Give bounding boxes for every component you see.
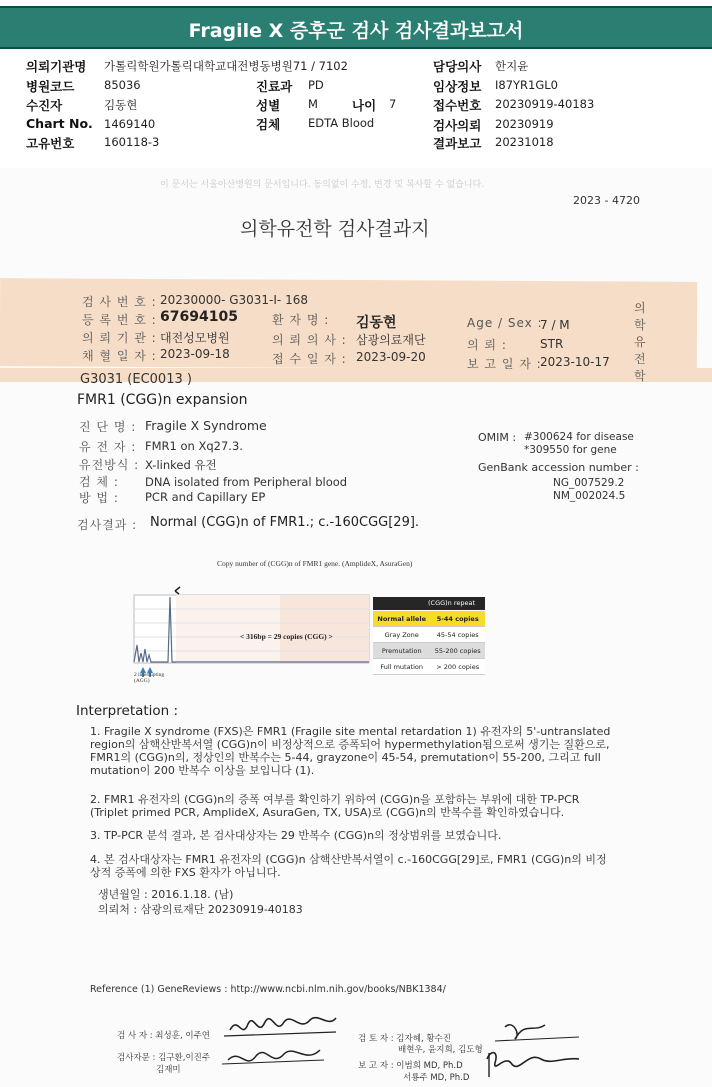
table-row (373, 611, 485, 627)
omim-gene: *309550 for gene (524, 444, 617, 456)
reporter-extra: 서룡주 MD, Ph.D (403, 1073, 470, 1083)
patient-name-label: 환 자 명 : (272, 313, 330, 327)
test-number: 20230000- G3031-I- 168 (160, 293, 308, 307)
interp-line: region의 삼핵산반복서열 (CGG)n이 비정상적으로 증폭되어 hypermethylation됨으로써 생기는 질환으로, (90, 738, 610, 751)
diagnosis-label: 진 단 명 : (79, 420, 137, 434)
header-value: 20231018 (495, 135, 554, 149)
gene: FMR1 on Xq27.3. (145, 439, 243, 453)
header-key: 접수번호 (433, 98, 482, 113)
repeat-range-table (373, 611, 485, 675)
peak-label: < 316bp = 29 copies (CGG) > (240, 632, 333, 641)
header-key: 고유번호 (26, 136, 75, 151)
interp-line: 3. TP-PCR 분석 결과, 본 검사대상자는 29 반복수 (CGG)n의 정상범위를 보였습니다. (90, 829, 502, 842)
birth-date: 생년월일 : 2016.1.18. (남) (98, 888, 234, 901)
age-sex: 7 / M (540, 318, 570, 332)
header-key: 수진자 (26, 98, 63, 113)
doctor: 삼광의료재단 (356, 333, 426, 347)
doctor-label: 의 뢰 의 사 : (272, 333, 347, 347)
interp-line: 2. FMR1 유전자의 (CGG)n의 증폭 여부를 확인하기 위하여 (CGG)n을 포함하는 부위에 대한 TP-PCR (90, 793, 580, 806)
header-key: 성별 (256, 98, 281, 113)
interpretation-title: Interpretation : (76, 703, 179, 719)
omim-disease: #300624 for disease (524, 431, 634, 443)
age-sex-label: Age / Sex : (467, 316, 543, 330)
header-key: 임상정보 (433, 79, 482, 94)
registration-number-label: 등 록 번 호 : (82, 313, 157, 327)
side-text: 의학유전학 (634, 301, 646, 383)
diagnosis: Fragile X Syndrome (145, 418, 267, 433)
physician-label: 의 뢰 : (467, 338, 507, 352)
interp-line: 1. Fragile X syndrome (FXS)은 FMR1 (Fragile site mental retardation 1) 유전자의 5'-untranslated (90, 725, 611, 738)
header-value: EDTA Blood (308, 116, 375, 130)
header-value: 7 (389, 97, 397, 111)
collection-date-label: 채 혈 일 자 : (82, 349, 157, 363)
header-key: 검사의뢰 (433, 118, 482, 133)
specimen-label: 검 체 : (79, 475, 119, 489)
result-label: 검사결과 : (77, 518, 138, 532)
report-date-label: 보 고 일 자 : (467, 357, 542, 371)
genbank-nm: NM_002024.5 (553, 490, 626, 502)
header-value: 85036 (104, 78, 141, 92)
header-key: 진료과 (256, 79, 293, 94)
header-value: PD (308, 78, 324, 92)
method: PCR and Capillary EP (145, 490, 266, 504)
test-name: FMR1 (CGG)n expansion (77, 392, 248, 408)
report-date: 2023-10-17 (540, 355, 610, 369)
document-number: 2023 - 4720 (573, 194, 640, 207)
received-date: 2023-09-20 (356, 350, 426, 364)
header-value: 20230919-40183 (495, 97, 595, 111)
physician: STR (540, 337, 564, 351)
figure-caption: Copy number of (CGG)n of FMR1 gene. (AmplideX, AsuraGen) (217, 559, 413, 568)
header-value: 20230919 (495, 117, 554, 131)
header-value: 한지윤 (495, 59, 529, 73)
reporter: 보 고 자 : 이범희 MD, Ph.D (358, 1061, 463, 1071)
result-value: Normal (CGG)n of FMR1.; c.-160CGG[29]. (150, 515, 420, 530)
table-row (373, 643, 485, 659)
reviewer: 검 토 자 : 김자혜, 황수진 (358, 1034, 451, 1044)
table-row (373, 659, 485, 675)
interp-line: 4. 본 검사대상자는 FMR1 유전자의 (CGG)n 삼핵산반복서열이 c.-160CGG[29]로, FMR1 (CGG)n의 비정 (90, 853, 607, 866)
header-key: 나이 (352, 98, 377, 113)
registration-number: 67694105 (160, 309, 238, 325)
header-value: 1469140 (104, 117, 156, 131)
gene-label: 유 전 자 : (79, 440, 137, 454)
table-cell: 55-200 copies (430, 643, 485, 659)
header-key: 검체 (256, 117, 281, 132)
header-value: 김동현 (104, 98, 138, 112)
table-cell: > 200 copies (430, 659, 485, 675)
table-row (373, 627, 485, 643)
header-key: 결과보고 (433, 136, 482, 151)
header-key: 병원코드 (26, 79, 75, 94)
examiner: 검 사 자 : 최성훈, 이주연 (117, 1031, 210, 1041)
interp-line: FMR1의 (CGG)n의, 정상인의 반복수는 5-44, grayzone이 45-54, premutation이 55-200, 그리고 full (90, 751, 601, 764)
reviewer-extra: 배현우, 윤지희, 김도형 (398, 1045, 483, 1055)
institution: 대전성모병원 (160, 331, 230, 345)
inheritance: X-linked 유전 (145, 458, 217, 472)
interrupting-label: 2 interrupting (AGG) (134, 672, 165, 684)
header-value: 가톨릭학원가톨릭대학교대전병동병원71 / 7102 (104, 59, 348, 73)
report-banner (0, 6, 712, 49)
table-cell: 45-54 copies (430, 627, 485, 643)
interp-line: 상적 증폭에 의한 FXS 환자가 아닙니다. (90, 866, 281, 879)
repeat-table-header: (CGG)n repeat (428, 599, 476, 607)
table-cell: Normal allele (373, 611, 430, 627)
advisor: 검사자문 : 김구환,이진주 (117, 1053, 211, 1063)
signature-reviewer-image (475, 1015, 585, 1085)
header-value: I87YR1GL0 (495, 78, 558, 92)
omim-label: OMIM : (478, 431, 517, 444)
signature-examiner-image (220, 1010, 340, 1080)
reference: Reference (1) GeneReviews : http://www.ncbi.nlm.nih.gov/books/NBK1384/ (90, 984, 446, 995)
received-date-label: 접 수 일 자 : (272, 352, 347, 366)
report-title: Fragile X 증후군 검사 검사결과보고서 (188, 20, 524, 42)
header-key: 의뢰기관명 (26, 59, 87, 74)
sheet-title: 의학유전학 검사결과지 (240, 218, 430, 240)
table-cell: Gray Zone (373, 627, 430, 643)
genbank-label: GenBank accession number : (478, 461, 639, 474)
collection-date: 2023-09-18 (160, 347, 230, 361)
copy-notice: 이 문서는 서울아산병원의 문서입니다. 동의없이 수정, 변경 및 복사할 수 없습니다. (160, 180, 485, 190)
test-code: G3031 (EC0013 ) (80, 372, 192, 387)
header-key: Chart No. (26, 116, 93, 131)
table-cell: Premutation (373, 643, 430, 659)
header-value: 160118-3 (104, 135, 160, 149)
specimen: DNA isolated from Peripheral blood (145, 475, 348, 489)
test-number-label: 검 사 번 호 : (82, 295, 157, 309)
interp-line: (Triplet primed PCR, AmplideX, AsuraGen, TX, USA)로 (CGG)n의 반복수를 확인하였습니다. (90, 806, 565, 819)
inheritance-label: 유전방식 : (79, 458, 140, 472)
patient-name: 김동현 (356, 315, 397, 331)
header-value: M (308, 97, 318, 111)
requester: 의뢰처 : 삼광의료재단 20230919-40183 (98, 903, 303, 916)
institution-label: 의 뢰 기 관 : (82, 331, 157, 345)
advisor-extra: 김재미 (156, 1065, 181, 1075)
interp-line: mutation이 200 반복수 이상을 보입니다 (1). (90, 764, 315, 777)
genbank-ng: NG_007529.2 (553, 477, 625, 489)
method-label: 방 법 : (79, 491, 119, 505)
table-cell: 5-44 copies (430, 611, 485, 627)
table-cell: Full mutation (373, 659, 430, 675)
header-key: 담당의사 (433, 59, 482, 74)
